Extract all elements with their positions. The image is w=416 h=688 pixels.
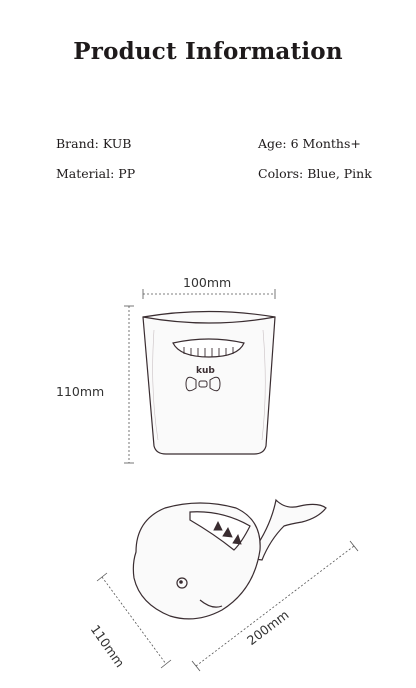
- colors-spec: Colors: Blue, Pink: [258, 166, 372, 181]
- cup-height-dimension-line: [124, 306, 134, 463]
- age-spec: Age: 6 Months+: [258, 136, 361, 151]
- whale-length-label: 200mm: [244, 606, 292, 648]
- cup-width-dimension-line: [143, 289, 275, 299]
- material-spec: Material: PP: [56, 166, 136, 181]
- cup-logo: kub: [196, 366, 215, 376]
- page-title: Product Information: [73, 38, 343, 65]
- brand-spec: Brand: KUB: [56, 136, 132, 151]
- cup-illustration: [143, 312, 275, 455]
- cup-width-label: 100mm: [183, 275, 232, 290]
- cup-height-label: 110mm: [56, 384, 105, 399]
- whale-illustration: [133, 500, 326, 619]
- whale-width-label: 110mm: [87, 622, 128, 671]
